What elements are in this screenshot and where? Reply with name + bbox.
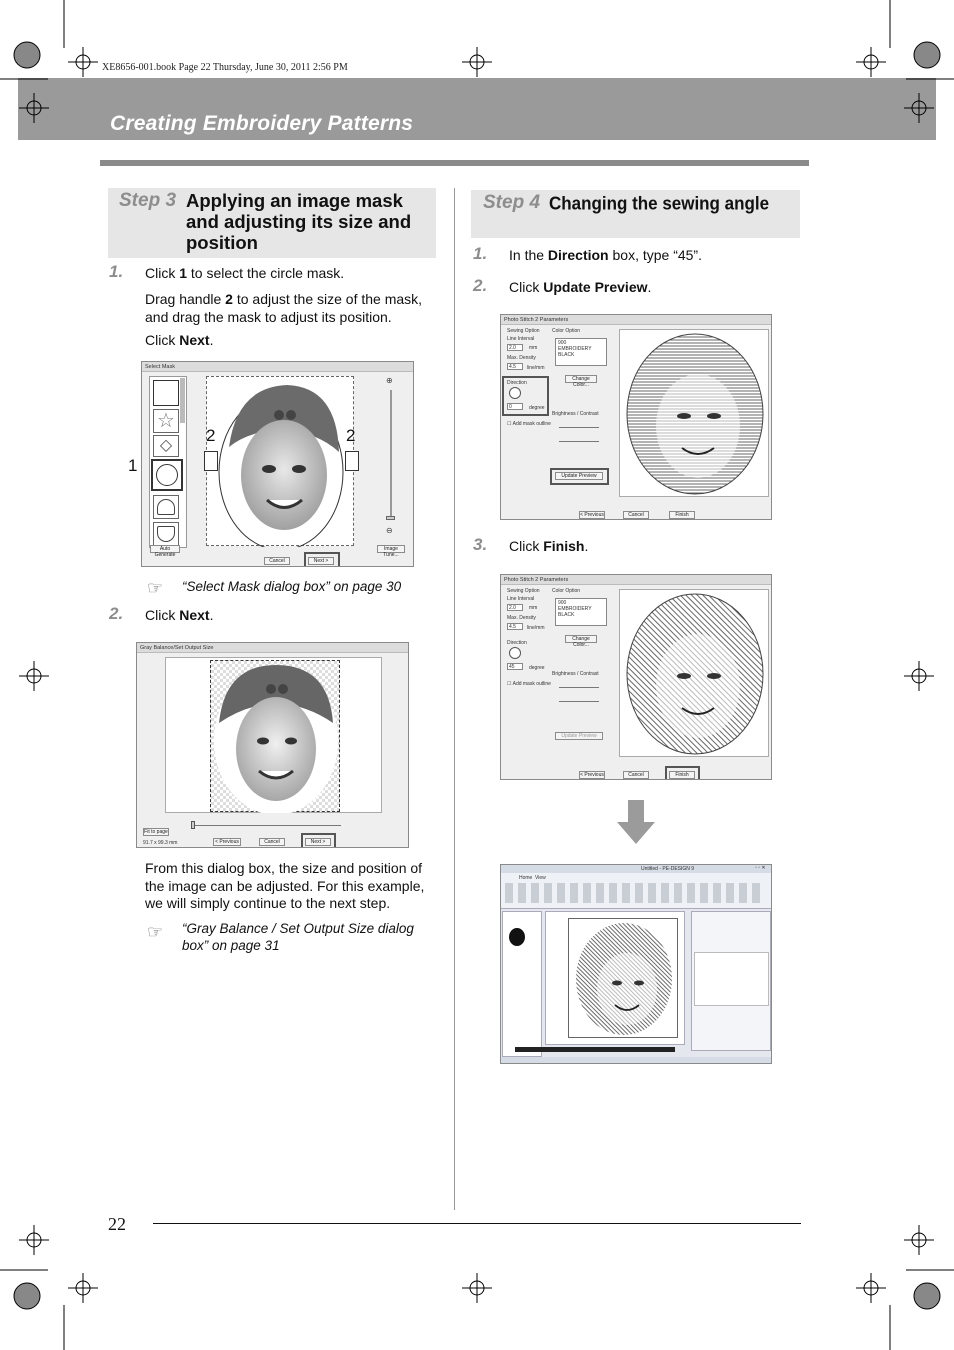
stitch-preview <box>619 589 769 757</box>
params-screenshot-2 <box>500 574 772 780</box>
zoom-slider-track[interactable] <box>390 390 392 520</box>
line-interval-input[interactable]: 2.0 <box>507 344 523 351</box>
step3-item2-number: 2. <box>109 604 124 623</box>
girl-photo-masked <box>211 661 341 813</box>
line-interval-label: Line Interval <box>507 336 535 342</box>
color-list[interactable] <box>555 338 607 366</box>
stitch-preview <box>619 329 769 497</box>
gray-balance-titlebar: Gray Balance/Set Output Size <box>137 643 408 653</box>
step3-label: Step 3 <box>119 190 177 211</box>
direction-dial-icon[interactable] <box>509 647 521 659</box>
app-statusbar <box>501 1057 772 1064</box>
print-slug: XE8656-001.book Page 22 Thursday, June 30, 2011 2:56 PM <box>102 62 348 73</box>
line-interval-label: Line Interval <box>507 596 535 602</box>
finish-button[interactable]: Finish <box>669 771 695 779</box>
properties-preview <box>694 952 769 1006</box>
gray-balance-slider[interactable] <box>193 825 341 826</box>
brightness-slider[interactable] <box>559 427 599 428</box>
right-handle[interactable] <box>345 451 359 471</box>
cancel-button[interactable]: Cancel <box>623 511 649 519</box>
brightness-slider[interactable] <box>559 687 599 688</box>
left-handle[interactable] <box>204 451 218 471</box>
app-titlebar <box>501 865 772 873</box>
color-name-2: BLACK <box>558 612 575 618</box>
sewing-option-label: Sewing Option <box>507 328 540 334</box>
mask-star[interactable]: ☆ <box>153 409 179 433</box>
cancel-button[interactable]: Cancel <box>623 771 649 779</box>
direction-label: Direction <box>507 640 527 646</box>
direction-label: Direction <box>507 380 527 386</box>
step3-item1-text: Click 1 to select the circle mask. <box>145 265 345 281</box>
mm-unit: mm <box>529 345 538 351</box>
step3-item1-para3: Click Next. <box>145 332 214 348</box>
params-titlebar: Photo Stitch 2 Parameters <box>501 315 771 325</box>
zoom-slider-thumb[interactable] <box>386 516 395 520</box>
gray-balance-screenshot <box>136 642 409 848</box>
max-density-input[interactable]: 4.5 <box>507 623 523 630</box>
previous-button[interactable]: < Previous <box>580 512 604 518</box>
fit-to-page-button[interactable]: Fit to page <box>144 829 168 835</box>
horizontal-stitch-preview <box>620 330 770 498</box>
step3-reference-1[interactable]: “Select Mask dialog box” on page 30 <box>182 579 402 594</box>
cancel-button[interactable]: Cancel <box>264 557 290 565</box>
app-screenshot <box>500 864 772 1064</box>
step3-item2-text: Click Next. <box>145 607 214 623</box>
max-density-input[interactable]: 4.5 <box>507 363 523 370</box>
update-preview-button[interactable]: Update Preview <box>555 472 603 480</box>
sewing-order-thumb[interactable] <box>509 928 525 946</box>
previous-button[interactable]: < Previous <box>213 838 241 846</box>
window-controls[interactable]: ▫ ▫ ✕ <box>755 865 766 871</box>
footer-rule <box>153 1223 801 1224</box>
step4-item3-text: Click Finish. <box>509 538 589 554</box>
column-divider <box>454 188 455 1210</box>
mm-unit: mm <box>529 605 538 611</box>
step3-reference-2[interactable]: “Gray Balance / Set Output Size dialog box” on page 31 <box>182 921 414 953</box>
add-mask-checkbox[interactable]: ☐ Add mask outline <box>507 421 551 427</box>
next-button[interactable]: Next > <box>305 838 331 846</box>
stitch-simulator-bar[interactable] <box>515 1047 675 1052</box>
step4-item3-number: 3. <box>473 535 488 554</box>
select-mask-screenshot <box>141 361 414 567</box>
select-mask-titlebar: Select Mask <box>142 362 413 372</box>
lines-unit: line/mm <box>527 365 545 371</box>
app-ribbon <box>501 873 772 909</box>
line-interval-input[interactable]: 2.0 <box>507 604 523 611</box>
next-button[interactable]: Next > <box>308 557 334 565</box>
step3-item1-number: 1. <box>109 262 124 281</box>
direction-input[interactable]: 0 <box>507 403 523 410</box>
direction-dial-icon[interactable] <box>509 387 521 399</box>
gray-balance-slider-thumb[interactable] <box>191 821 195 829</box>
degree-unit: degree <box>529 405 545 411</box>
step4-label: Step 4 <box>483 192 541 213</box>
params-screenshot-1 <box>500 314 772 520</box>
header-rule <box>100 160 809 166</box>
change-color-button[interactable]: Change Color... <box>565 375 597 383</box>
params-titlebar: Photo Stitch 2 Parameters <box>501 575 771 585</box>
next-button-highlight <box>304 552 340 567</box>
add-mask-checkbox[interactable]: ☐ Add mask outline <box>507 681 551 687</box>
direction-input[interactable]: 45 <box>507 663 523 670</box>
color-name-1: EMBROIDERY <box>558 346 592 352</box>
mask-diamond[interactable]: ◇ <box>153 435 179 457</box>
sewing-option-label: Sewing Option <box>507 588 540 594</box>
reference-hand-icon: ☞ <box>147 578 164 598</box>
callout-2-left: 2 <box>206 426 216 445</box>
color-name-2: BLACK <box>558 352 575 358</box>
chapter-title: Creating Embroidery Patterns <box>110 112 414 135</box>
contrast-slider[interactable] <box>559 441 599 442</box>
update-preview-button[interactable]: Update Preview <box>555 732 603 740</box>
design-canvas <box>545 911 685 1045</box>
sewing-order-pane <box>502 911 542 1057</box>
color-code: 900 <box>558 600 567 606</box>
zoom-out-icon[interactable]: ⊖ <box>386 526 393 535</box>
step4-item1-number: 1. <box>473 244 488 263</box>
reference-hand-icon: ☞ <box>147 922 164 942</box>
color-option-label: Color Option <box>552 328 581 334</box>
mask-arch[interactable] <box>153 495 179 519</box>
change-color-button[interactable]: Change Color... <box>565 635 597 643</box>
gray-balance-canvas <box>165 657 382 813</box>
max-density-label: Max. Density <box>507 615 536 621</box>
cancel-button[interactable]: Cancel <box>259 838 285 846</box>
ribbon-icons[interactable] <box>505 883 765 903</box>
zoom-in-icon[interactable]: ⊕ <box>386 376 393 385</box>
properties-pane <box>691 911 771 1051</box>
brightness-label: Brightness / Contrast <box>552 671 599 677</box>
color-code: 900 <box>558 340 567 346</box>
degree-unit: degree <box>529 665 545 671</box>
max-density-label: Max. Density <box>507 355 536 361</box>
arrow-down-icon <box>617 800 655 844</box>
callout-2-right: 2 <box>346 426 356 445</box>
tab-view[interactable]: View <box>535 875 546 881</box>
next-button-highlight <box>301 833 336 848</box>
checker-area <box>210 660 340 812</box>
mask-preview-area <box>206 376 354 546</box>
mask-arch2[interactable] <box>153 522 179 546</box>
step4-title: Changing the sewing angle <box>549 193 770 214</box>
diagonal-stitch-preview <box>620 590 770 758</box>
page-number: 22 <box>108 1214 126 1234</box>
tab-home[interactable]: Home <box>519 875 533 881</box>
mask-circle[interactable] <box>151 459 183 491</box>
step3-title: Applying an image mask and adjusting its size and position <box>186 190 412 253</box>
mask-rect[interactable] <box>153 380 179 406</box>
mask-list-scrollbar[interactable] <box>180 378 185 423</box>
previous-button[interactable]: < Previous <box>580 772 604 778</box>
step3-explanation: From this dialog box, the size and position of the image can be adjusted. For this example, we will simply continue to the next step. <box>145 860 425 911</box>
step4-item2-number: 2. <box>473 276 488 295</box>
color-option-label: Color Option <box>552 588 581 594</box>
finish-button-highlight <box>665 766 700 780</box>
step4-item2-text: Click Update Preview. <box>509 279 652 295</box>
brightness-label: Brightness / Contrast <box>552 411 599 417</box>
callout-1: 1 <box>128 456 138 475</box>
output-size-readout: 91.7 x 99.3 mm <box>143 840 178 846</box>
embroidery-pattern[interactable] <box>569 919 679 1039</box>
image-tune-button[interactable]: Image Tune... <box>377 545 405 553</box>
step4-item1-text: In the Direction box, type “45”. <box>509 247 702 263</box>
lines-unit: line/mm <box>527 625 545 631</box>
design-page <box>568 918 678 1038</box>
step3-item1-para2: Drag handle 2 to adjust the size of the mask, and drag the mask to adjust its position. <box>145 291 423 325</box>
contrast-slider[interactable] <box>559 701 599 702</box>
finish-button[interactable]: Finish <box>669 511 695 519</box>
girl-photo-preview <box>207 377 355 547</box>
color-name-1: EMBROIDERY <box>558 606 592 612</box>
app-title: Untitled - PE-DESIGN 9 <box>641 866 695 872</box>
color-list[interactable] <box>555 598 607 626</box>
auto-generate-button[interactable]: Auto Generate <box>150 545 180 553</box>
update-preview-highlight <box>550 468 609 485</box>
